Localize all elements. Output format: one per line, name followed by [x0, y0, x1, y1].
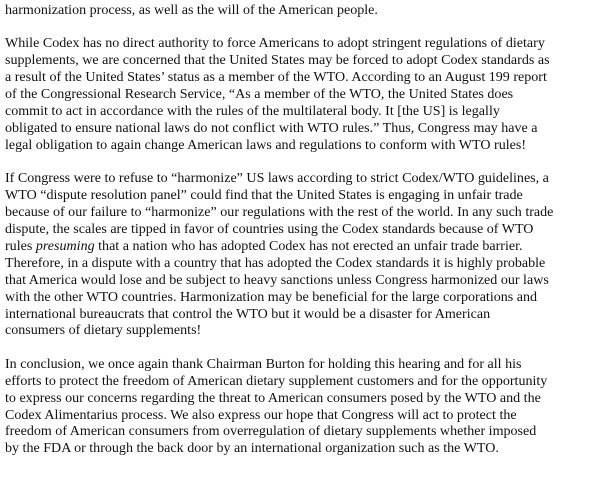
- text-line: Therefore, in a dispute with a country that has adopted the Codex standards it is highly probable: [5, 254, 546, 271]
- text-segment: that a nation who has adopted Codex has not erected an unfair trade barrier.: [94, 237, 523, 254]
- paragraph-conclusion: [5, 356, 607, 457]
- text-line: that America would lose and be subject to heavy sanctions unless Congress harmonized our laws: [5, 271, 549, 288]
- text-line: WTO “dispute resolution panel” could find that the United States is engaging in unfair trade: [5, 187, 523, 204]
- paragraph-codex-authority: [5, 35, 607, 153]
- text-line: consumers of dietary supplements!: [5, 322, 202, 339]
- paragraph-continuation: [5, 2, 607, 19]
- text-line: While Codex has no direct authority to force Americans to adopt stringent regulations of dietary: [5, 35, 545, 52]
- paragraph-harmonize-refusal: [5, 170, 607, 339]
- text-line: efforts to protect the freedom of American dietary supplement customers and for the opportunity: [5, 372, 548, 389]
- text-line: with the other WTO countries. Harmonization may be beneficial for the large corporations and: [5, 288, 538, 305]
- text-line: If Congress were to refuse to “harmonize” US laws according to strict Codex/WTO guidelines, a: [5, 170, 549, 187]
- emphasized-word: presuming: [35, 237, 95, 254]
- document-page: [5, 2, 607, 457]
- text-line: international bureaucrats that control the WTO but it would be a disaster for American: [5, 305, 491, 322]
- text-line: to express our concerns regarding the threat to American consumers posed by the WTO and the: [5, 389, 541, 406]
- paragraph-gap: [5, 339, 607, 356]
- text-line-with-emphasis: [5, 238, 607, 255]
- text-line: because of our failure to “harmonize” our regulations with the rest of the world. In any such trade: [5, 204, 554, 221]
- text-line: commit to act in accordance with the rules of the multilateral body. It [the US] is legally: [5, 103, 500, 120]
- text-line: harmonization process, as well as the will of the American people.: [5, 2, 378, 18]
- text-line: Codex Alimentarius process. We also express our hope that Congress will act to protect the: [5, 406, 517, 423]
- paragraph-gap: [5, 19, 607, 36]
- text-line: In conclusion, we once again thank Chairman Burton for holding this hearing and for all his: [5, 355, 522, 372]
- text-line: legal obligation to again change American laws and regulations to conform with WTO rules!: [5, 136, 527, 153]
- text-line: of the Congressional Research Service, “As a member of the WTO, the United States does: [5, 86, 514, 103]
- text-line: freedom of American consumers from overregulation of dietary supplements whether imposed: [5, 423, 537, 440]
- text-line: dispute, the scales are tipped in favor of countries using the Codex standards because of WTO: [5, 220, 534, 237]
- text-line: a result of the United States’ status as a member of the WTO. According to an August 199 report: [5, 69, 547, 86]
- text-line: supplements, we are concerned that the United States may be forced to adopt Codex standards as: [5, 52, 550, 69]
- text-line: by the FDA or through the back door by an international organization such as the WTO.: [5, 440, 499, 457]
- text-segment: rules: [5, 237, 36, 254]
- text-line: obligated to ensure national laws do not conflict with WTO rules.” Thus, Congress may have a: [5, 119, 538, 136]
- paragraph-gap: [5, 154, 607, 171]
